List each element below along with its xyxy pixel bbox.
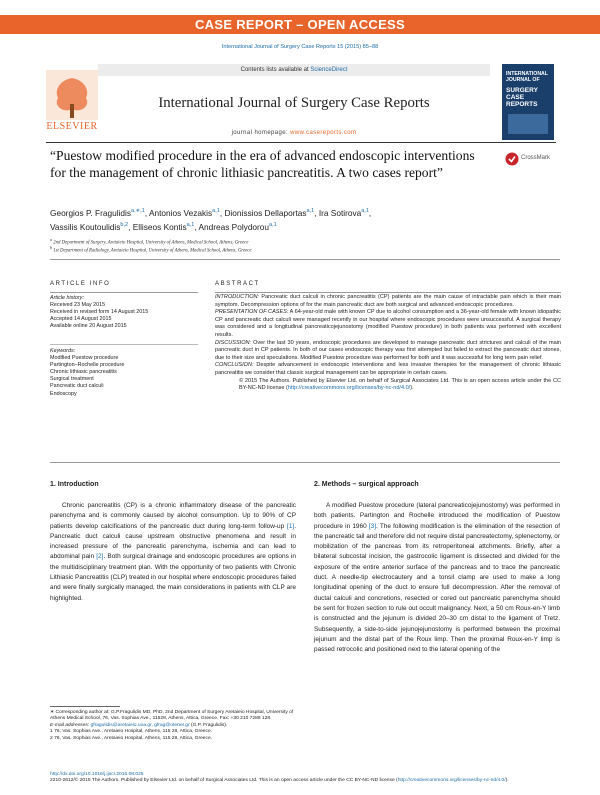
citation-link[interactable]: [1] — [287, 522, 295, 530]
doi-link[interactable]: http://dx.doi.org/10.1016/j.ijscr.2015.08.025 — [50, 772, 144, 777]
divider — [50, 462, 560, 463]
abstract-section: PRESENTATION OF CASES: A 64-year-old male with known CP due to alcohol consumption and a 36-year-old female with known idiopathic CP and pancreatic duct calculi were managed recently in our hospital where endoscopic procedures were unsuccessful. A surgical therapy was considered and a longitudinal pancreaticojejunostomy (modified Puestow procedure) in both patients was performed with excellent results. — [215, 309, 561, 338]
introduction-paragraph — [50, 501, 296, 604]
crossmark-label: CrossMark — [521, 155, 551, 161]
author[interactable]: Andreas Polydorou$^{a,1}$ — [198, 221, 277, 232]
cover-line: REPORTS — [506, 101, 538, 108]
footnote-rule — [50, 706, 120, 707]
footnote-1: 1 76, Vas. Sophias Ave., Aretaieio Hospital, Athens, 115 28, Attica, Greece. — [50, 729, 213, 735]
article-title: “Puestow modified procedure in the era of advanced endoscopic interventions for the management of chronic lithiasic pancreatitis. A two cases report” — [50, 148, 475, 180]
author[interactable]: Dionissios Dellaportas$^{a,1}$ — [224, 207, 315, 218]
journal-cover — [502, 64, 554, 140]
divider — [50, 259, 560, 260]
author[interactable]: Ira Sotirova$^{a,1}$ — [318, 207, 369, 218]
author-list — [50, 205, 560, 233]
abstract-heading: ABSTRACT — [215, 281, 260, 287]
affiliation: $^b$ 1st Department of Radiology, Aretaieio Hospital, University of Athens, Medical School, Athens, Greece — [50, 245, 252, 254]
doi-block — [50, 772, 560, 785]
history-item: Available online 20 August 2015 — [50, 323, 127, 330]
cover-line: CASE — [506, 94, 525, 101]
crossmark-icon — [505, 152, 519, 166]
license-link[interactable]: http://creativecommons.org/licenses/by-nc-nd/4.0/ — [397, 778, 506, 784]
section-heading-introduction: 1. Introduction — [50, 481, 99, 488]
email-note: E-mail addresses: gfragulidis@aretaieio.uoa.gr, gfrag@otenet.gr (G.P. Fragulidis). — [50, 722, 228, 728]
issn-license: 2210-2612/© 2015 The Authors. Published by Elsevier Ltd. on behalf of Surgical Associates Ltd. This is an open access article under the CC BY-NC-ND license (http://creativecommons.org/licenses/by-nc-nd/4.0/). — [50, 778, 509, 784]
keyword: Endoscopy — [50, 390, 77, 397]
homepage-label: journal homepage: — [231, 130, 291, 136]
article-info-heading: ARTICLE INFO — [50, 281, 111, 287]
journal-title: International Journal of Surgery Case Reports — [158, 95, 430, 111]
keyword: Partington–Rochelle procedure — [50, 362, 125, 369]
cover-line: INTERNATIONAL — [506, 71, 548, 77]
article-history — [50, 295, 198, 330]
journal-citation[interactable]: International Journal of Surgery Case Reports 15 (2015) 85–88 — [221, 44, 379, 50]
citation-link[interactable]: [2] — [96, 553, 104, 561]
author-line-1: Georgios P. Fragulidis$^{a,∗,1}$, Antonios Vezakis$^{a,1}$, Dionissios Dellaportas$^{a,1}$, Ira Sotirova$^{a,1}$, — [50, 207, 372, 218]
footnote-2: 2 76, Vas. Sophias Ave., Aretaieio Hospital, Athens, 115 28, Attica, Greece. — [50, 735, 213, 741]
abstract-section: DISCUSSION: Over the last 30 years, endoscopic procedures are developed to manage pancreatic duct strictures and calculi of the main pancreatic duct in CP patients. In both of our cases endoscopic therapy was first attempted but failed to extract the pancreatic duct stones, due to their size and speculations. Modified Puestow procedure was performed for both and it was successful for long term pain relief. — [215, 339, 561, 361]
email-links[interactable]: gfragulidis@aretaieio.uoa.gr, gfrag@otenet.gr — [90, 722, 190, 728]
journal-homepage — [98, 130, 490, 136]
author[interactable]: Vassilis Koutoulidis$^{b,2}$ — [50, 221, 129, 232]
paragraph-text: . Pancreatic duct calculi cause upstream obstructive phenomena and result in increased pressure of the pancreatic parenchyma, ischemia and can lead to abdominal pain — [50, 522, 296, 561]
citation-link[interactable]: [3] — [368, 522, 376, 530]
contents-bar — [98, 64, 490, 76]
abstract-body — [215, 294, 561, 393]
abstract-section: CONCLUSION: Despite advancement in endoscopic interventions and less invasive therapies for the management of chronic lithiasic pancreatitis we consider that classic surgical management can be appropriate in certain cases. — [215, 362, 561, 376]
keywords — [50, 348, 198, 398]
elsevier-wordmark: ELSEVIER — [46, 121, 98, 132]
author[interactable]: Elliseos Kontis$^{a,1}$ — [132, 221, 195, 232]
crossmark-badge[interactable] — [505, 150, 555, 172]
divider — [50, 292, 198, 293]
paragraph-text: Chronic pancreatitis (CP) is a chronic inflammatory disease of the pancreatic parenchyma and is commonly caused by alcohol consumption. Up to 90% of CP patients develop calcifications of the pancreatic duct during long-term follow-up — [50, 502, 296, 530]
keyword: Chronic lithiasic pancreatitis — [50, 369, 117, 376]
cover-line: JOURNAL OF — [506, 77, 540, 83]
author[interactable]: Georgios P. Fragulidis$^{a,∗,1}$ — [50, 207, 145, 218]
author-line-2: Vassilis Koutoulidis$^{b,2}$, Elliseos Kontis$^{a,1}$, Andreas Polydorou$^{a,1}$ — [50, 221, 277, 232]
homepage-link[interactable]: www.casereports.com — [290, 130, 357, 136]
history-item: Received 23 May 2015 — [50, 302, 106, 309]
keyword: Pancreatic duct calculi — [50, 383, 104, 390]
history-item: Accepted 14 August 2015 — [50, 316, 112, 323]
paragraph-text: . Both surgical drainage and endoscopic procedures are options in the multidisciplinary treatment plan. With the opportunity of two patients with Chronic Lithiasic Pancreatitis (CLP) treated in our hospital where endoscopic procedures failed and were finally surgically managed, the main considerations in patients with CLP are highlighted. — [50, 553, 296, 602]
paragraph-text: A modified Puestow procedure (lateral pancreaticojejunostomy) was performed in both patients. Partington and Rochelle introduced the modification of Puestow procedure in 1960 — [314, 502, 560, 530]
sciencedirect-link[interactable]: ScienceDirect — [310, 67, 348, 73]
header-rule — [46, 142, 556, 143]
cover-image — [508, 114, 548, 134]
abstract-section: INTRODUCTION: Pancreatic duct calculi in chronic pancreatitis (CP) patients are the main cause of intractable pain which is their main symptom. Decompression options of for the main pancreatic duct are both surgical and advanced endoscopic procedures. — [215, 294, 561, 308]
corresponding-author-note: ∗ Corresponding author at: G.P.Fragulidis MD, PhD, 2nd Department of Surgery Aretaieio Hospital, University of Athens Medical School, 76, Vas. Sophias Ave., 11528, Athens, Attica, Greece. Fax: +30 210 7286 128. — [50, 710, 294, 722]
keywords-label: Keywords: — [50, 348, 76, 354]
divider — [215, 292, 561, 293]
divider — [50, 344, 198, 345]
open-access-banner: CASE REPORT – OPEN ACCESS — [0, 15, 600, 34]
affiliation: $^a$ 2nd Department of Surgery, Aretaieio Hospital, University of Athens, Medical School, Athens, Greece — [50, 237, 249, 246]
methods-paragraph — [314, 501, 560, 655]
history-item: Received in revised form 14 August 2015 — [50, 309, 149, 316]
license-link[interactable]: http://creativecommons.org/licenses/by-nc-nd/4.0/ — [287, 385, 411, 392]
paragraph-text: . The following modification is the elimination of the resection of the pancreatic tail and therefore did not require distal pancreatectomy, splenectomy, or mobilization of the pancreas from its retroperitoneal attchments. Briefly, after a bilateral subcostal incision, the gastrocolic ligament is dissected and divided for the exposure of the entire anterior surface of the pancreas and to trace the pancreatic duct. A needle-tip electrocautery and a tonsil clamp are used to make a long longitudinal opening of the duct to ensure full decompression. After the removal of ductal calculi and concretions, resected or cored out pancreatic parenchyma should be sent for frozen section to rule out occult malignancy. Next, a 50 cm Roux-en-Y limb is constructed and the jejunum is divided 20–30 cm distal to the ligament of Tretz. Subsequently, a side-to-side jejunojejunostomy is performed between the proximal jejunum and the distal part of the Roux limp. Then the proximal Roux-en-Y limp is passed retrocolic and positioned next to the lateral opening of the — [314, 522, 561, 654]
author[interactable]: Antonios Vezakis$^{a,1}$ — [148, 207, 220, 218]
section-heading-methods: 2. Methods – surgical approach — [314, 481, 419, 488]
history-label: Article history: — [50, 295, 84, 301]
keyword: Modified Puestow procedure — [50, 355, 119, 362]
keyword: Surgical treatment — [50, 376, 94, 383]
footnotes — [50, 710, 300, 742]
copyright-notice: © 2015 The Authors. Published by Elsevier Ltd. on behalf of Surgical Associates Ltd. This is an open access article under the CC BY-NC-ND license (http://creativecommons.org/licenses/by-nc-nd/4.0/). — [239, 377, 561, 392]
contents-prefix: Contents lists available at — [240, 67, 311, 73]
cover-line: SURGERY — [506, 87, 538, 94]
